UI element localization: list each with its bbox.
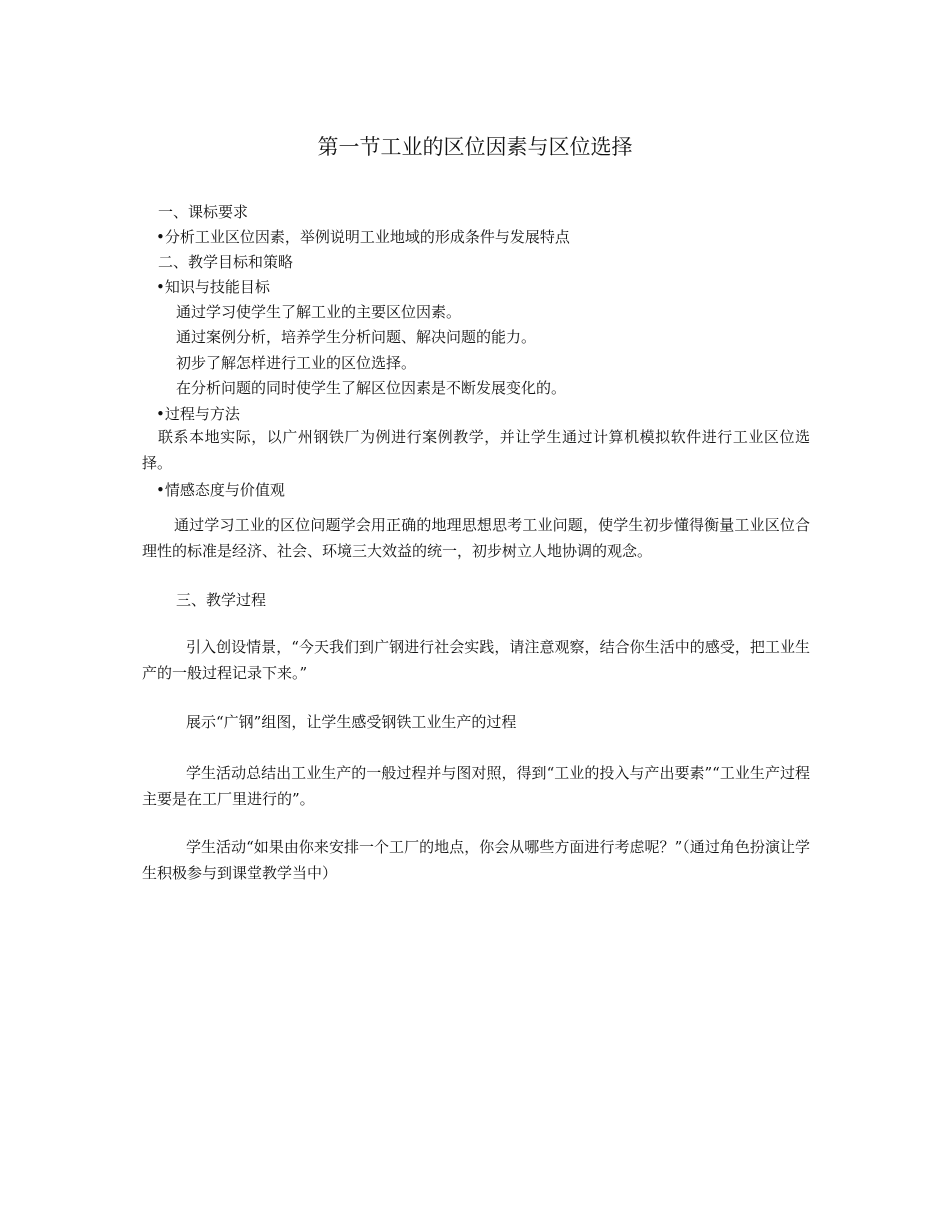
subheading-knowledge-skills: •知识与技能目标: [156, 278, 270, 296]
section-heading-objectives: 二、教学目标和策略: [158, 253, 294, 271]
knowledge-item: 初步了解怎样进行工业的区位选择。: [176, 354, 417, 372]
teaching-process-paragraph: 学生活动“如果由你来安排一个工厂的地点，你会从哪些方面进行考虑呢？”（通过角色扮演让学生积极参与到课堂教学当中）: [142, 838, 810, 882]
knowledge-item: 在分析问题的同时使学生了解区位因素是不断发展变化的。: [176, 379, 567, 397]
teaching-process-paragraph: 展示“广钢”组图，让学生感受钢铁工业生产的过程: [186, 713, 517, 731]
teaching-process-paragraph: 引入创设情景，“今天我们到广钢进行社会实践，请注意观察，结合你生活中的感受，把工业生产的一般过程记录下来。”: [142, 638, 810, 682]
process-methods-paragraph: 联系本地实际，以广州钢铁厂为例进行案例教学，并让学生通过计算机模拟软件进行工业区位选择。: [142, 428, 810, 472]
bullet-curriculum-requirement: •分析工业区位因素，举例说明工业地域的形成条件与发展特点: [156, 228, 570, 246]
subheading-emotion-values: •情感态度与价值观: [156, 481, 285, 499]
emotion-values-paragraph: 通过学习工业的区位问题学会用正确的地理思想思考工业问题，使学生初步懂得衡量工业区位合理性的标准是经济、社会、环境三大效益的统一，初步树立人地协调的观念。: [142, 516, 810, 560]
knowledge-item: 通过学习使学生了解工业的主要区位因素。: [176, 303, 462, 321]
section-heading-teaching-process: 三、教学过程: [176, 591, 267, 609]
subheading-process-methods: •过程与方法: [156, 405, 240, 423]
section-heading-curriculum: 一、课标要求: [158, 203, 249, 221]
document-title: 第一节工业的区位因素与区位选择: [317, 135, 633, 159]
knowledge-item: 通过案例分析，培养学生分析问题、解决问题的能力。: [176, 328, 537, 346]
teaching-process-paragraph: 学生活动总结出工业生产的一般过程并与图对照，得到“工业的投入与产出要素”“工业生产过程主要是在工厂里进行的”。: [142, 764, 810, 808]
